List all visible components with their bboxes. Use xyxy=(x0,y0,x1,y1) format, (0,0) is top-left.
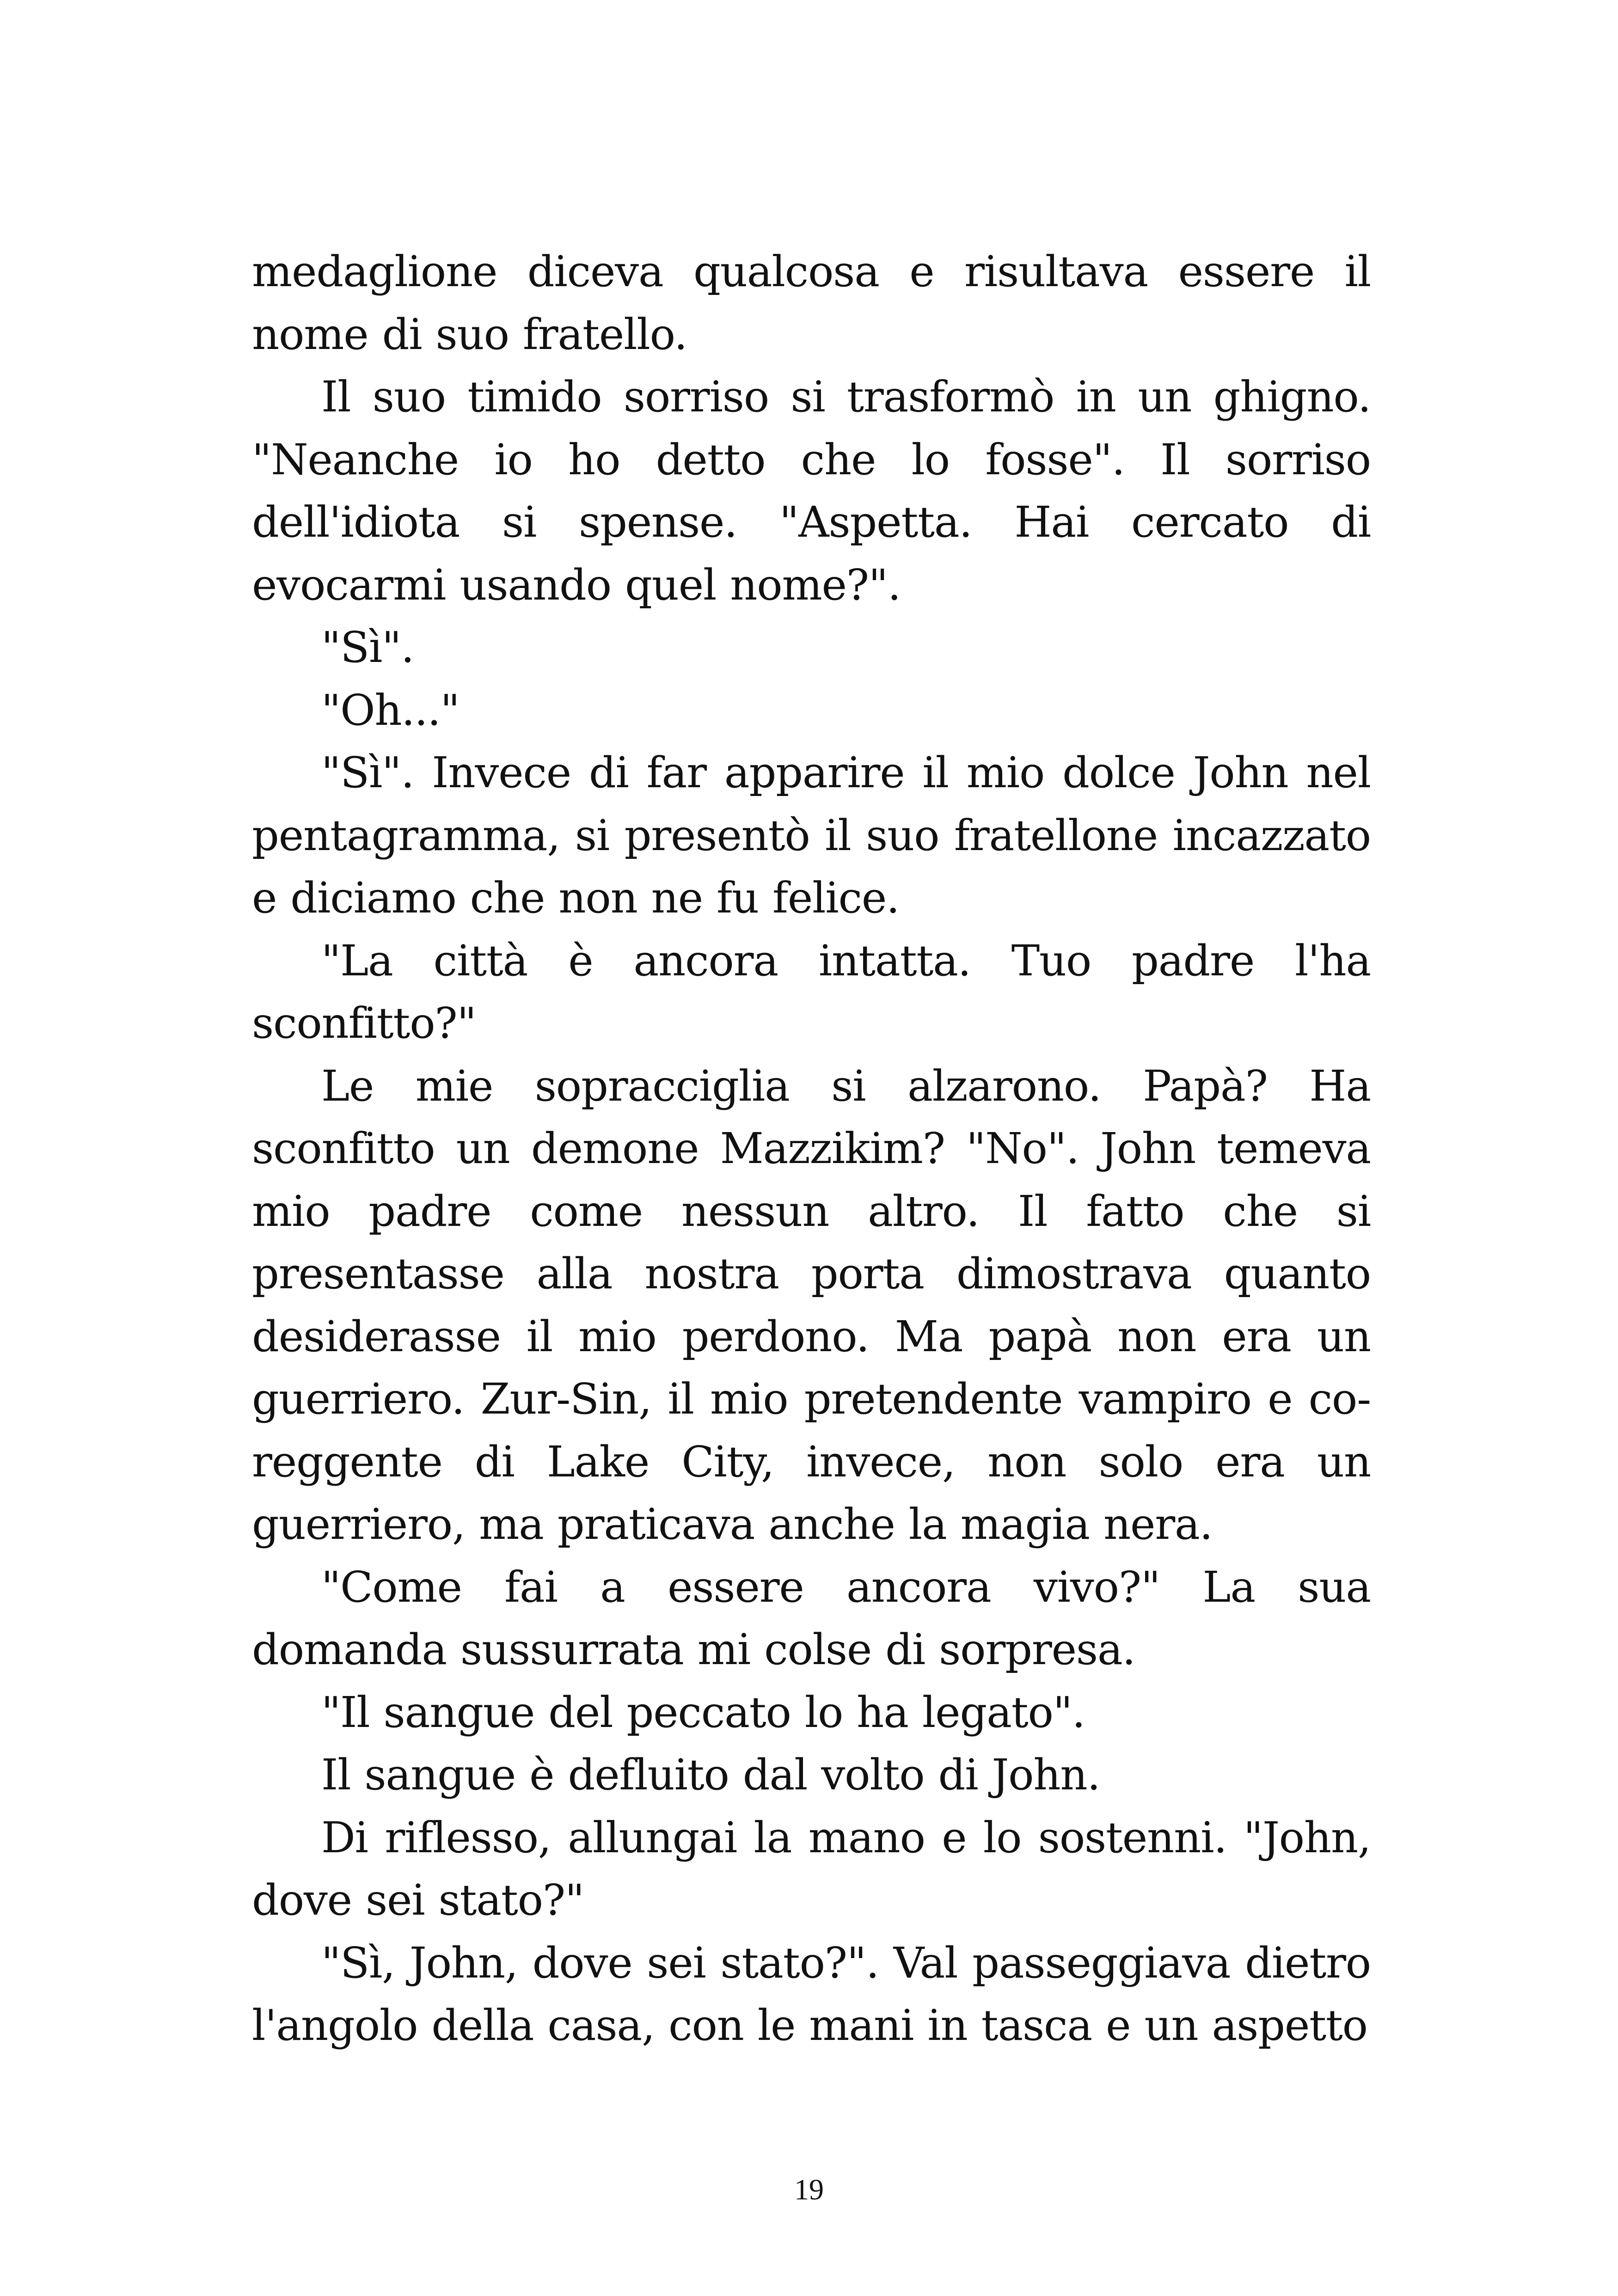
paragraph-10: Il sangue è defluito dal volto di John. xyxy=(321,1750,1100,1800)
paragraph-9: "Il sangue del peccato lo ha legato". xyxy=(321,1687,1085,1737)
paragraph-7: Le mie sopracciglia si alzarono. Papà? Ha sconfitto un demone Mazzikim? "No". John temeva mio padre come nessun altro. Il fatto che si presentasse alla nostra porta dimostrava quanto desiderasse il mio perdono. Ma papà non era un guerriero. Zur-Sin, il mio pretendente vampiro e co-reggente di Lake City, invece, non solo era un guerriero, ma praticava anche la magia nera. xyxy=(252,1061,1371,1549)
paragraph-1: medaglione diceva qualcosa e risultava essere il nome di suo fratello. xyxy=(252,247,1371,359)
paragraph-11: Di riflesso, allungai la mano e lo sostenni. "John, dove sei stato?" xyxy=(252,1812,1371,1925)
paragraph-2: Il suo timido sorriso si trasformò in un ghigno. "Neanche io ho detto che lo fosse". Il sorriso dell'idiota si spense. "Aspetta. Hai cercato di evocarmi usando quel nome?". xyxy=(252,372,1371,610)
page-number: 19 xyxy=(794,2173,824,2206)
paragraph-4: "Oh..." xyxy=(321,685,460,735)
paragraph-6: "La città è ancora intatta. Tuo padre l'ha sconfitto?" xyxy=(252,936,1371,1048)
page-body xyxy=(252,240,1371,2057)
paragraph-8: "Come fai a essere ancora vivo?" La sua domanda sussurrata mi colse di sorpresa. xyxy=(252,1562,1371,1674)
paragraph-3: "Sì". xyxy=(321,623,414,672)
paragraph-12: "Sì, John, dove sei stato?". Val passeggiava dietro l'angolo della casa, con le mani in tasca e un aspetto xyxy=(252,1938,1371,2050)
paragraph-5: "Sì". Invece di far apparire il mio dolce John nel pentagramma, si presentò il suo fratellone incazzato e diciamo che non ne fu felice. xyxy=(252,748,1371,923)
